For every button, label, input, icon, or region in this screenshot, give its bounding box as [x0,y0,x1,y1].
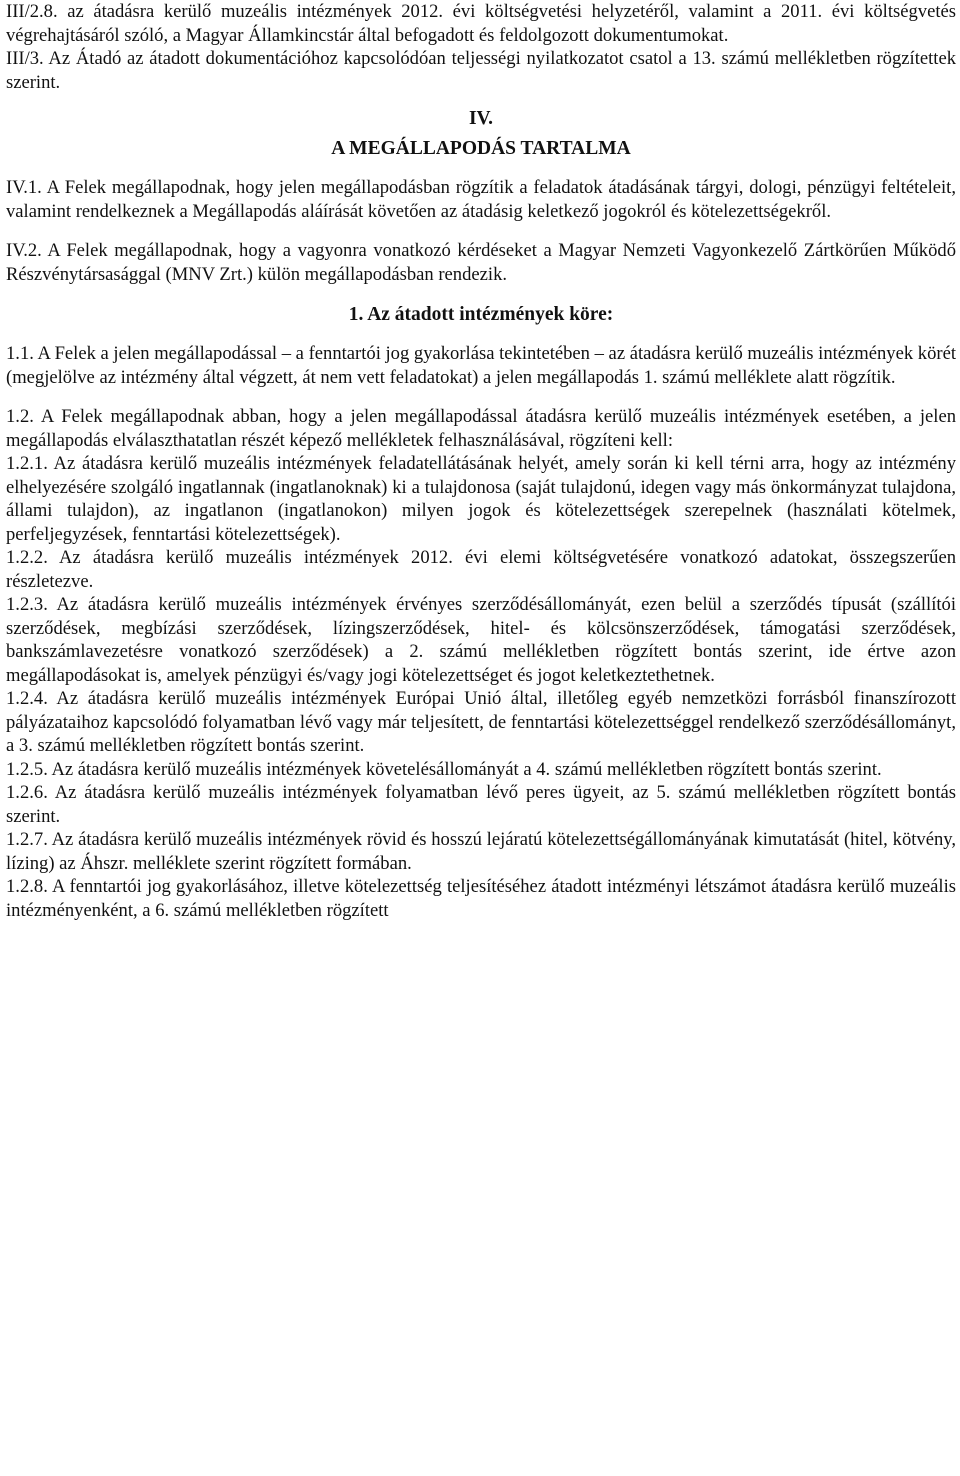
paragraph-1-2-5: 1.2.5. Az átadásra kerülő muzeális intézmények követelésállományát a 4. számú mellékletben rögzített bontás szerint. [6,758,882,780]
section-iv-title: A MEGÁLLAPODÁS TARTALMA [331,138,631,159]
paragraph-1-2-2: 1.2.2. Az átadásra kerülő muzeális intézmények 2012. évi elemi költségvetésére vonatkozó adatokat, összegszerűen részletezve. [6,547,956,592]
paragraph-1-2-1: 1.2.1. Az átadásra kerülő muzeális intézmények feladatellátásának helyét, amely során ki kell térni arra, hogy az intézmény elhelyezésére szolgáló ingatlannak (ingatlanoknak) ki a tulajdonosa (saját tulajdonú, idegen vagy más önkormányzat tulajdona, állami tulajdon), az ingatlanon (ingatlanokon) milyen jogok és kötelezettségek szerepelnek (használati kötelmek, perfeljegyzések, fenntartási kötelezettségek). [6,453,956,545]
paragraph-1-2-3: 1.2.3. Az átadásra kerülő muzeális intézmények érvényes szerződésállományát, ezen belül a szerződés típusát (szállítói szerződések, megbízási szerződések, lízingszerződések, hitel- és kölcsönszerződések, támogatási szerződések, bankszámlavezetésre vonatkozó szerződések) a 2. számú mellékletben rögzített bontás szerint, ide értve azon megállapodásokat is, amelyek pénzügyi és/vagy jogi kötelezettséget és jogot keletkeztethetnek. [6,594,956,686]
paragraph-1-2-6: 1.2.6. Az átadásra kerülő muzeális intézmények folyamatban lévő peres ügyeit, az 5. számú mellékletben rögzített bontás szerint. [6,782,956,827]
paragraph-1-2: 1.2. A Felek megállapodnak abban, hogy a jelen megállapodással átadásra kerülő muzeális intézmények esetében, a jelen megállapodás elválaszthatatlan részét képező mellékletek felhasználásával, rögzíteni kell: [6,406,956,451]
paragraph-iv-1: IV.1. A Felek megállapodnak, hogy jelen megállapodásban rögzítik a feladatok átadásának tárgyi, dologi, pénzügyi feltételeit, valamint rendelkeznek a Megállapodás aláírását követően az átadásig keletkező jogokról és kötelezettségekről. [6,177,956,222]
paragraph-iii-3: III/3. Az Átadó az átadott dokumentációhoz kapcsolódóan teljességi nyilatkozatot csatol a 13. számú mellékletben rögzítettek szerint. [6,48,956,93]
subsection-1-title: 1. Az átadott intézmények köre: [348,304,614,325]
paragraph-iii-2-8: III/2.8. az átadásra kerülő muzeális intézmények 2012. évi költségvetési helyzetéről, valamint a 2011. évi költségvetés végrehajtásáról szóló, a Magyar Államkincstár által befogadott és feldolgozott dokumentumokat. [6,1,956,46]
section-iv-number: IV. [468,108,494,129]
paragraph-1-2-8: 1.2.8. A fenntartói jog gyakorlásához, illetve kötelezettség teljesítéséhez átadott intézményi létszámot átadásra kerülő muzeális intézményenként, a 6. számú mellékletben rögzített [6,876,956,921]
paragraph-1-2-7: 1.2.7. Az átadásra kerülő muzeális intézmények rövid és hosszú lejáratú kötelezettségállományának kimutatását (hitel, kötvény, lízing) az Áhszr. melléklete szerint rögzített formában. [6,829,956,874]
paragraph-1-1: 1.1. A Felek a jelen megállapodással – a fenntartói jog gyakorlása tekintetében – az átadásra kerülő muzeális intézmények körét (megjelölve az intézmény által végzett, át nem vett feladatokat) a jelen megállapodás 1. számú melléklete alatt rögzítik. [6,343,956,388]
paragraph-1-2-4: 1.2.4. Az átadásra kerülő muzeális intézmények Európai Unió által, illetőleg egyéb nemzetközi forrásból finanszírozott pályázataihoz kapcsolódó folyamatban lévő vagy már teljesített, de fenntartási kötelezettséggel rendelkező szerződésállományt, a 3. számú mellékletben rögzített bontás szerint. [6,688,956,756]
section-iv-heading [6,104,956,164]
paragraph-iv-2: IV.2. A Felek megállapodnak, hogy a vagyonra vonatkozó kérdéseket a Magyar Nemzeti Vagyonkezelő Zártkörűen Működő Részvénytársasággal (MNV Zrt.) külön megállapodásban rendezik. [6,240,956,285]
